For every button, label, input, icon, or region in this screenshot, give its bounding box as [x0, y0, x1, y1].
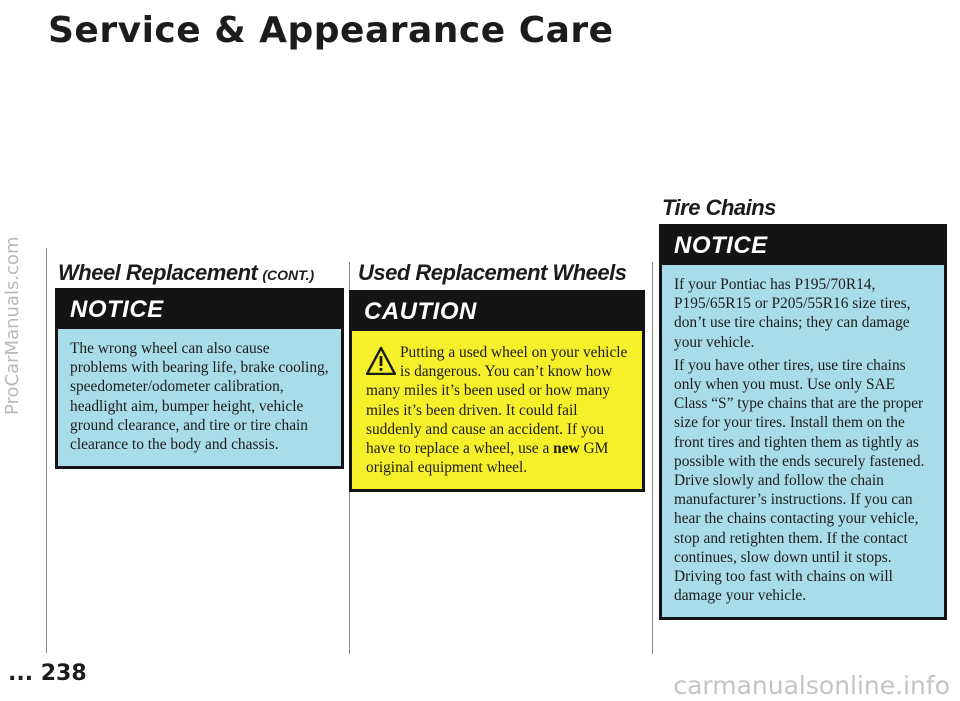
caution-text-end: GM original equipment wheel.	[366, 440, 609, 477]
column-rule-right	[652, 262, 653, 654]
wheel-notice-text: The wrong wheel can also cause problems with bearing life, brake cooling, speedometer/odometer calibration, headlight aim, bumper height, vehicle ground clearance, and tire or tire chain clearance to the body and chassis.	[70, 340, 329, 454]
tire-chains-paragraph: If you have other tires, use tire chains only when you must. Use only SAE Class “S” type chains that are the proper size for your tires. Install them on the front tires and tighten them as tightly as possible with the ends securely fastened. Drive slowly and follow the chain manufacturer’s instructions. If you can hear the chains contacting your vehicle, stop and retighten them. If the contact continues, slow down until it stops. Driving too fast with chains on will damage your vehicle.	[674, 356, 925, 605]
wheel-notice-box	[55, 288, 344, 469]
caution-emphasis: new	[553, 440, 580, 458]
page-title: Service & Appearance Care	[48, 10, 614, 51]
page-number: ... 238	[8, 661, 87, 686]
watermark-left: ProCarManuals.com	[2, 236, 23, 415]
tire-chains-notice-box	[659, 224, 947, 620]
tire-chains-notice-title: NOTICE	[662, 227, 944, 265]
column-rule-left	[46, 248, 47, 653]
wheel-notice-body	[58, 329, 341, 466]
wheel-notice-title: NOTICE	[58, 291, 341, 329]
caution-text	[366, 343, 630, 477]
continued-label: (CONT.)	[262, 267, 315, 283]
wheel-replacement-title: Wheel Replacement	[58, 260, 258, 285]
caution-title: CAUTION	[352, 293, 642, 331]
tire-chains-paragraph: If your Pontiac has P195/70R14, P195/65R15 or P205/55R16 size tires, don’t use tire chains; they can damage your vehicle.	[674, 276, 911, 351]
watermark-bottom: carmanualsonline.info	[673, 671, 950, 700]
warning-triangle-icon	[366, 347, 396, 375]
tire-chains-notice-body	[662, 265, 944, 617]
caution-box	[349, 290, 645, 492]
tire-chains-heading: Tire Chains	[662, 195, 776, 220]
caution-text-start: Putting a used wheel on your vehicle is dangerous. You can’t know how many miles it’s been used or how many miles it’s been driven. It could fail suddenly and cause an accident. If you have to replace a wheel, use a	[366, 344, 628, 458]
used-wheels-heading: Used Replacement Wheels	[358, 260, 627, 285]
caution-body	[352, 331, 642, 489]
wheel-replacement-heading	[58, 260, 314, 286]
